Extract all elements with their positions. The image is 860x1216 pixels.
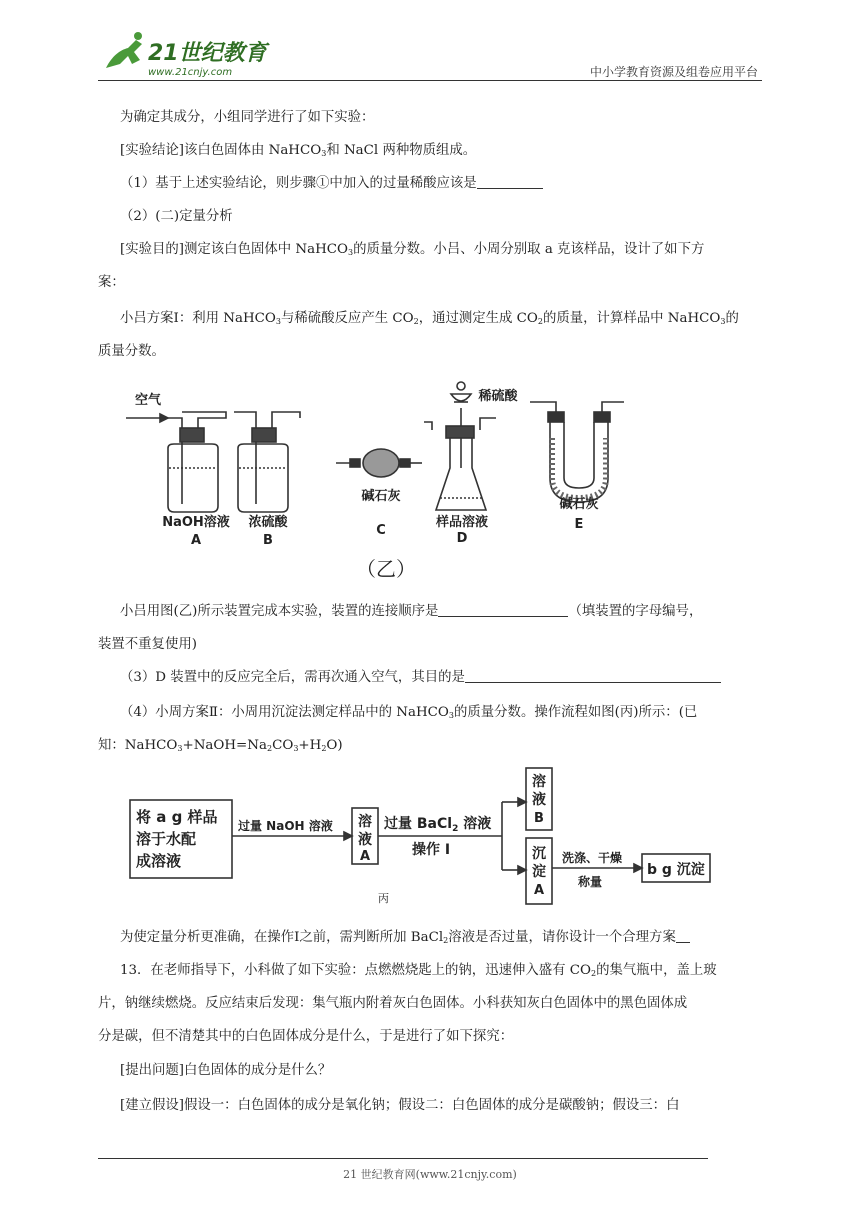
runner-icon — [106, 40, 142, 68]
text-line: 案： — [98, 275, 125, 290]
arrow1-label: 过量 NaOH 溶液 — [238, 819, 333, 833]
text-line: [提出问题]白色固体的成分是什么？ — [120, 1063, 332, 1078]
site-logo — [98, 30, 298, 80]
label-c: C — [376, 523, 386, 538]
answer-blank[interactable] — [477, 174, 543, 189]
platform-name: 中小学教育资源及组卷应用平台 — [589, 65, 758, 79]
bottle-b — [234, 412, 300, 512]
text-line: [实验目的]测定该白色固体中 NaHCO$_3$的质量分数。小吕、小周分别取 a 克该样品，设计了如下方 — [120, 242, 705, 257]
box2-line3: A — [360, 849, 371, 864]
label-a: A — [190, 533, 202, 548]
figure-caption: （乙） — [356, 557, 416, 581]
text-line: [建立假设]假设一：白色固体的成分是氧化钠；假设二：白色固体的成分是碳酸钠；假设三：白 — [120, 1098, 680, 1113]
label-a-reagent: NaOH溶液 — [162, 515, 230, 530]
box5-label: b g 沉淀 — [647, 862, 705, 878]
label-e-reagent: 碱石灰 — [559, 497, 599, 512]
text-line: 装置不重复使用) — [98, 637, 197, 652]
text-line: 为确定其成分，小组同学进行了如下实验： — [120, 110, 375, 125]
answer-blank[interactable] — [438, 602, 568, 617]
apparatus-figure — [124, 378, 634, 584]
footer-divider — [98, 1158, 708, 1159]
text-line: [实验结论]该白色固体由 NaHCO$_3$和 NaCl 两种物质组成。 — [120, 143, 477, 158]
drying-tube-c — [336, 449, 422, 477]
u-tube-e — [530, 402, 624, 502]
figure-caption: 丙 — [378, 892, 389, 905]
label-e: E — [574, 517, 584, 532]
box1-line1: 将 a g 样品 — [136, 808, 218, 826]
box4-line3: A — [534, 883, 545, 898]
text-line: 质量分数。 — [98, 344, 165, 359]
arrow3-label: 洗涤、干燥 — [562, 851, 623, 865]
arrow2-label: 过量 BaCl$_2$ 溶液 — [384, 816, 492, 834]
text-line: 为使定量分析更准确，在操作Ⅰ之前，需判断所加 BaCl$_2$溶液是否过量，请你设计一个合理方案 — [120, 928, 762, 948]
label-d: D — [456, 531, 468, 546]
box3-line1: 溶 — [532, 774, 546, 790]
question-3: （3）D 装置中的反应完全后，需再次通入空气，其目的是 — [120, 668, 762, 688]
label-d-acid: 稀硫酸 — [478, 389, 518, 404]
page-footer: 21 世纪教育网(www.21cnjy.com) — [343, 1168, 517, 1181]
equation-line: 知：$NaHCO_3+NaOH=Na_2CO_3+H_2O$) — [98, 738, 343, 753]
label-d-reagent: 样品溶液 — [435, 515, 489, 530]
box4-line2: 淀 — [532, 864, 546, 880]
flowchart-figure — [126, 764, 746, 908]
box3-line2: 液 — [532, 792, 546, 808]
header-divider — [98, 80, 762, 81]
box3-line3: B — [534, 811, 544, 826]
page-header — [98, 28, 762, 80]
answer-blank[interactable] — [465, 668, 721, 683]
arrow3-sublabel: 称量 — [578, 875, 603, 889]
question-13: 13．在老师指导下，小科做了如下实验：点燃燃烧匙上的钠，迅速伸入盛有 $CO_2$的集气瓶中，盖上玻 — [120, 963, 717, 978]
arrow2-operation: 操作 Ⅰ — [412, 842, 451, 858]
question-connection: 小吕用图(乙)所示装置完成本实验，装置的连接顺序是 （填装置的字母编号， — [120, 604, 703, 619]
question-1: （1）基于上述实验结论，则步骤①中加入的过量稀酸应该是 — [120, 174, 762, 194]
text-line: 小吕方案Ⅰ：利用 NaHCO$_3$与稀硫酸反应产生 $CO_2$，通过测定生成 $CO_2$的质量，计算样品中 NaHCO$_3$的 — [120, 311, 739, 326]
box1-line3: 成溶液 — [136, 852, 182, 870]
label-b-reagent: 浓硫酸 — [248, 515, 288, 530]
label-air: 空气 — [134, 393, 162, 408]
text-line: 分是碳，但不清楚其中的白色固体成分是什么，于是进行了如下探究： — [98, 1029, 514, 1044]
arrow-icon — [160, 414, 168, 422]
box4-line1: 沉 — [532, 846, 546, 862]
logo-text: 21世纪教育 — [148, 41, 267, 66]
answer-blank[interactable] — [676, 928, 690, 943]
box2-line1: 溶 — [358, 814, 372, 830]
logo-url: www.21cnjy.com — [148, 67, 233, 78]
label-c-reagent: 碱石灰 — [361, 489, 401, 504]
box2-line2: 液 — [358, 832, 372, 848]
question-4: （4）小周方案Ⅱ：小周用沉淀法测定样品中的 NaHCO$_3$的质量分数。操作流程如图(丙)所示：(已 — [120, 705, 698, 720]
label-b: B — [263, 533, 273, 548]
text-line: 片，钠继续燃烧。反应结束后发现：集气瓶内附着灰白色固体。小科获知灰白色固体中的黑色固体成 — [98, 996, 688, 1011]
question-2: （2）(二)定量分析 — [120, 209, 233, 224]
box1-line2: 溶于水配 — [136, 830, 197, 848]
bottle-a — [168, 412, 226, 512]
